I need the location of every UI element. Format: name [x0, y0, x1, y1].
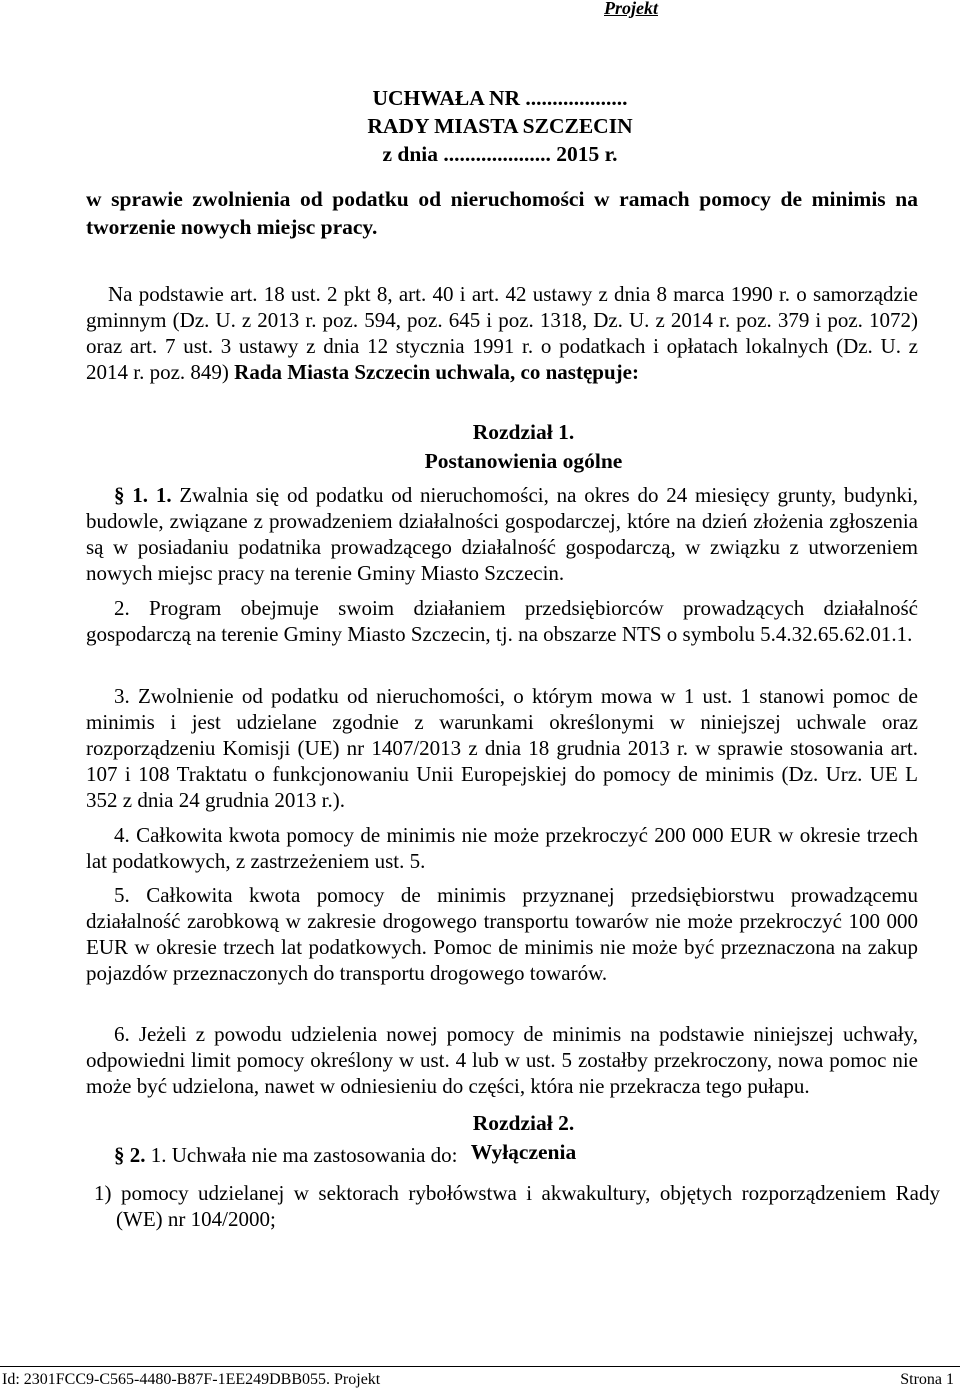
section-1-paragraph-4: 4. Całkowita kwota pomocy de minimis nie może przekroczyć 200 000 EUR w okresie trzech lat podatkowych, z zastrzeżeniem ust. 5. [86, 823, 918, 873]
preamble-bold: Rada Miasta Szczecin uchwala, co następuje: [234, 360, 639, 384]
chapter-1-label: Rozdział 1. [472, 420, 575, 444]
resolution-title [0, 84, 960, 168]
preamble-text: Na podstawie art. 18 ust. 2 pkt 8, art. 40 i art. 42 ustawy z dnia 8 marca 1990 r. o samorządzie gminnym (Dz. U. z 2013 r. poz. 594, poz. 645 i poz. 1318, Dz. U. z 2014 r. poz. 379 i poz. 1072) oraz art. 7 ust. 3 ustawy z dnia 12 stycznia 1991 r. o podatkach i opłatach lokalnych (Dz. U. z 2014 r. poz. 849) [86, 282, 918, 384]
title-line-1: UCHWAŁA NR ................... [372, 86, 628, 110]
projekt-label-wrap [604, 0, 658, 19]
preamble [86, 281, 918, 385]
title-line-2: RADY MIASTA SZCZECIN [367, 114, 633, 138]
footer-page-number: Strona 1 [900, 1371, 954, 1388]
section-1-paragraph-5: 5. Całkowita kwota pomocy de minimis przyznanej przedsiębiorstwu prowadzącemu działalność zarobkową w zakresie drogowego transportu towarów nie może przekroczyć 100 000 EUR w okresie trzech lat podatkowych. Pomoc de minimis nie może być przeznaczona na zakup pojazdów przeznaczonych do transportu drogowego towarów. [86, 883, 918, 985]
section-2-intro-text: 1. Uchwała nie ma zastosowania do: [150, 1143, 458, 1167]
page-footer [2, 1370, 954, 1390]
chapter-1-heading [0, 418, 960, 476]
section-2-sign: § 2. [114, 1143, 146, 1167]
section-1-paragraph-3: 3. Zwolnienie od podatku od nieruchomości, o którym mowa w 1 ust. 1 stanowi pomoc de minimis i jest udzielane zgodnie z warunkami określonymi w niniejszej uchwale oraz rozporządzeniu Komisji (UE) nr 1407/2013 z dnia 18 grudnia 2013 r. w sprawie stosowania art. 107 i 108 Traktatu o funkcjonowaniu Unii Europejskiej do pomocy de minimis (Dz. Urz. UE L 352 z dnia 24 grudnia 2013 r.). [86, 684, 918, 812]
projekt-label: Projekt [604, 0, 658, 18]
resolution-subject: w sprawie zwolnienia od podatku od nieruchomości w ramach pomocy de minimis na tworzenie nowych miejsc pracy. [86, 187, 918, 239]
chapter-2-title: Wyłączenia [470, 1140, 577, 1164]
footer-document-id: Id: 2301FCC9-C565-4480-B87F-1EE249DBB055. Projekt [2, 1371, 381, 1388]
section-1-paragraph-6: 6. Jeżeli z powodu udzielenia nowej pomocy de minimis na podstawie niniejszej uchwały, odpowiedni limit pomocy określony w ust. 4 lub w ust. 5 zostałby przekroczony, nowa pomoc nie może być udzielona, nawet w odniesieniu do części, która nie przekracza tego pułapu. [86, 1022, 918, 1098]
section-1-p1-text: Zwalnia się od podatku od nieruchomości, na okres do 24 miesięcy grunty, budynki, budowle, związane z prowadzeniem działalności gospodarczej, które na dzień złożenia zgłoszenia są w posiadaniu podatnika prowadzącego działalność gospodarczą, w związku z utworzeniem nowych miejsc pracy na terenie Gminy Miasto Szczecin. [86, 483, 919, 585]
section-1-sign: § 1. [114, 483, 149, 507]
chapter-1-title: Postanowienia ogólne [424, 449, 623, 473]
footer-divider [0, 1366, 960, 1367]
title-line-3: z dnia .................... 2015 r. [382, 142, 618, 166]
chapter-2-label: Rozdział 2. [472, 1111, 575, 1135]
section-1-p1-num: 1. [155, 483, 172, 507]
section-1-paragraph-1 [86, 482, 918, 586]
section-2-item-1: 1) pomocy udzielanej w sektorach rybołówstwa i akwakultury, objętych rozporządzeniem Rady (WE) nr 104/2000; [94, 1181, 940, 1231]
section-2-intro [86, 1142, 918, 1168]
section-1-paragraph-2: 2. Program obejmuje swoim działaniem przedsiębiorców prowadzących działalność gospodarczą na terenie Gminy Miasto Szczecin, tj. na obszarze NTS o symbolu 5.4.32.65.62.01.1. [86, 596, 918, 646]
